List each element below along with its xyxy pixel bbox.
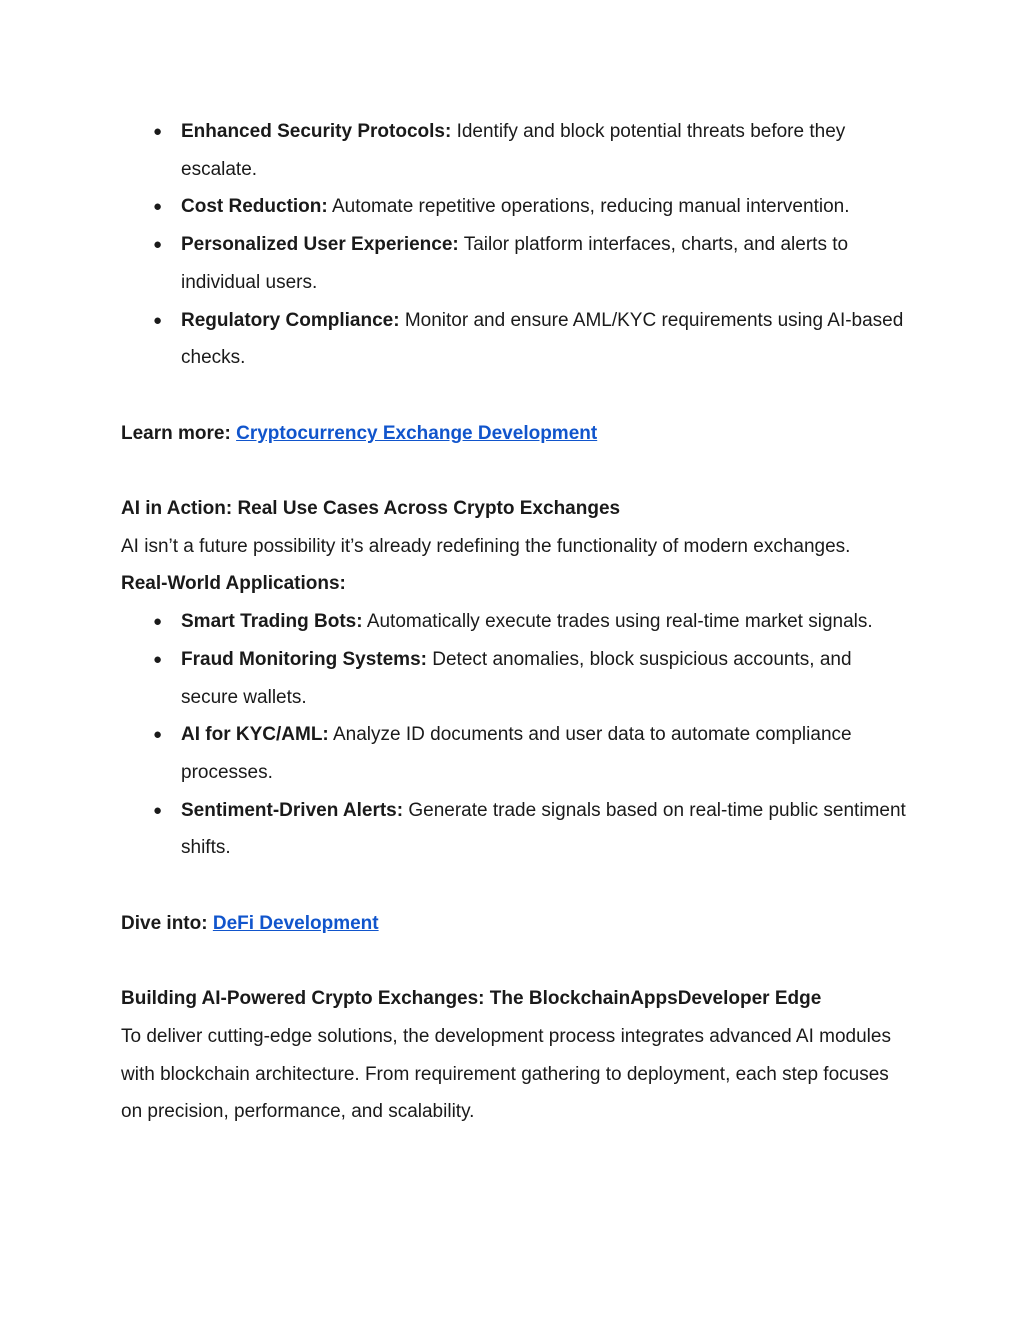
learn-more-label: Learn more: [121,422,231,444]
list-item [121,641,911,716]
cryptocurrency-exchange-development-link[interactable]: Cryptocurrency Exchange Development [236,422,598,444]
item-label: Enhanced Security Protocols: [181,121,452,142]
section-heading-ai-in-action: AI in Action: Real Use Cases Across Crypto Exchanges [121,498,621,519]
item-label: Cost Reduction: [181,196,328,218]
item-label: Regulatory Compliance: [181,309,400,331]
list-item [121,792,911,867]
bullet-icon: ● [153,236,163,254]
list-item [121,716,911,791]
defi-development-link[interactable]: DeFi Development [212,912,379,934]
list-item [121,188,911,226]
bullet-icon: ● [153,198,163,216]
item-label: Personalized User Experience: [181,234,459,256]
item-label: Fraud Monitoring Systems: [181,648,427,670]
dive-into-label: Dive into: [121,912,208,934]
bullet-icon: ● [153,726,163,744]
section-intro: AI isn’t a future possibility it’s already redefining the functionality of modern exchanges. [121,535,851,557]
item-text: Monitor and ensure AML/KYC requirements using AI-based checks. [181,309,904,369]
section-heading-building: Building AI-Powered Crypto Exchanges: The BlockchainAppsDeveloper Edge [121,988,822,1010]
item-text: Analyze ID documents and user data to automate compliance processes. [181,724,852,783]
list-item [121,226,911,301]
learn-more-line [121,415,911,453]
list-item [121,603,911,641]
bullet-icon: ● [153,613,163,631]
bullet-icon: ● [153,801,163,819]
bullet-icon: ● [153,311,163,329]
list-item [121,113,911,188]
section-body: To deliver cutting-edge solutions, the development process integrates advanced AI modules with blockchain architecture. From requirement gathering to deployment, each step focuses on precision, performance, and scalability. [121,1025,891,1123]
section-subheading: Real-World Applications: [121,573,346,595]
item-label: AI for KYC/AML: [181,724,329,746]
item-label: Smart Trading Bots: [181,611,363,633]
benefits-list [121,113,911,377]
item-text: Tailor platform interfaces, charts, and alerts to individual users. [181,234,849,293]
list-item [121,302,911,377]
item-text: Generate trade signals based on real-time public sentiment shifts. [181,799,906,859]
bullet-icon: ● [153,123,163,140]
item-text: Detect anomalies, block suspicious accounts, and secure wallets. [181,648,852,708]
item-text: Identify and block potential threats before they escalate. [181,121,846,180]
document-page [121,113,911,1131]
item-text: Automatically execute trades using real-time market signals. [366,611,873,633]
bullet-icon: ● [153,650,163,668]
item-text: Automate repetitive operations, reducing manual intervention. [331,196,850,218]
dive-into-line [121,905,911,943]
item-label: Sentiment-Driven Alerts: [181,799,404,821]
applications-list [121,603,911,867]
